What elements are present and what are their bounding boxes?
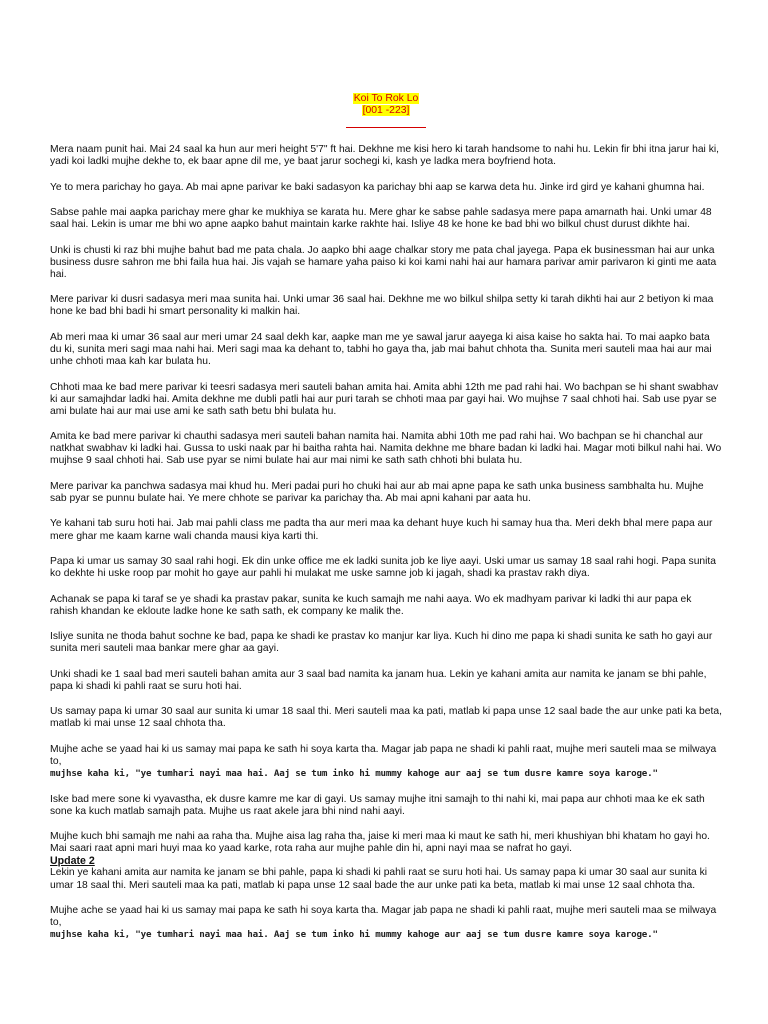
paragraph: Lekin ye kahani amita aur namita ke janam se bhi pahle, papa ki shadi ki pahli raat se suru hoti hai. Us samay papa ki umar 30 saal aur sunita ki umar 18 saal thi. Meri sauteli maa ka pati, matlab ki papa unse 12 saal bade the aur unke pati ka beta, matlab ki mai unse 12 saal chhota tha. bbox=[50, 867, 708, 891]
paragraph: Achanak se papa ki taraf se ye shadi ka prastav pakar, sunita ke kuch samajh me nahi aaya. Wo ek madhyam parivar ki ladki thi aur papa ek rahish khandan ke ekloute ladke hone ke sath sath, ek company ke malik the. bbox=[50, 593, 692, 617]
paragraph-text: Mujhe ache se yaad hai ki us samay mai papa ke sath hi soya karta tha. Magar jab papa ne shadi ki pahli raat, mujhe meri sauteli maa se milwaya to, bbox=[50, 743, 717, 768]
paragraph-with-quote bbox=[50, 905, 722, 941]
paragraph: Mera naam punit hai. Mai 24 saal ka hun aur meri height 5'7" ft hai. Dekhne me kisi hero ki tarah handsome to nahi hu. Lekin fir bhi itna jarur hai ki, yadi koi ladki mujhe dekhe to, ek baar apne dil me, ye baat jarur sochegi ki, kash ye ladka mera boyfriend hota. bbox=[50, 144, 719, 168]
paragraph: Isliye sunita ne thoda bahut sochne ke bad, papa ke shadi ke prastav ko manjur kar liya. Kuch hi dino me papa ki shadi sunita ke sath ho gayi aur sunita meri sauteli maa bankar mere ghar aa gayi. bbox=[50, 631, 713, 655]
story-title: Koi To Rok Lo bbox=[353, 93, 419, 104]
paragraph: Unki shadi ke 1 saal bad meri sauteli bahan amita aur 3 saal bad namita ka janam hua. Lekin ye kahani amita aur namita ke janam se bhi pahle, papa ki shadi ki pahli raat se suru hoti hai. bbox=[50, 668, 707, 692]
paragraph: Us samay papa ki umar 30 saal aur sunita ki umar 18 saal thi. Meri sauteli maa ka pati, matlab ki papa unse 12 saal bade the aur unke pati ka beta, matlab ki mai unse 12 saal chhota tha. bbox=[50, 706, 722, 730]
paragraph: Mere parivar ki dusri sadasya meri maa sunita hai. Unki umar 36 saal hai. Dekhne me wo bilkul shilpa setty ki tarah dikhti hai aur 2 betiyon ki maa hone ke bad bhi badi hi smart personality ki malkin hai. bbox=[50, 294, 714, 318]
paragraph: Unki is chusti ki raz bhi mujhe bahut bad me pata chala. Jo aapko bhi aage chalkar story me pata chal jayega. Papa ek businessman hai aur unka business dusre sahron me bhi faila hua hai. Jis vajah se hamare yaha paiso ki koi kami nahi hai aur hamara parivar amir parivaron ki ginti me aata hai. bbox=[50, 244, 717, 280]
paragraph: Mujhe kuch bhi samajh me nahi aa raha tha. Mujhe aisa lag raha tha, jaise ki meri maa ki maut ke sath hi, meri khushiyan bhi khatam ho gayi ho. Mai saari raat apni mari huyi maa ko yaad karke, rota raha aur mujhe pahle din hi, apni nayi maa se nafrat ho gayi. bbox=[50, 831, 710, 855]
paragraph-text: Mujhe ache se yaad hai ki us samay mai papa ke sath hi soya karta tha. Magar jab papa ne shadi ki pahli raat, mujhe meri sauteli maa se milwaya to, bbox=[50, 905, 717, 929]
quoted-line: mujhse kaha ki, "ye tumhari nayi maa hai. Aaj se tum inko hi mummy kahoge aur aaj se tum dusre kamre soya karoge." bbox=[50, 929, 658, 941]
paragraph: Ye kahani tab suru hoti hai. Jab mai pahli class me padta tha aur meri maa ka dehant huye kuch hi samay hua tha. Meri dekh bhal mere papa aur mere ghar me kaam karne wali chanda mausi kiya karti thi. bbox=[50, 518, 713, 542]
story-range: [001 -223] bbox=[362, 105, 410, 116]
update-heading: Update 2 bbox=[50, 855, 95, 868]
paragraph: Sabse pahle mai aapka parichay mere ghar ke mukhiya se karata hu. Mere ghar ke sabse pahle sadasya mere papa amarnath hai. Unki umar 48 saal hai. Lekin is umar me bhi wo apne aapko bahut maintain karke rakhte hai. Isliye 48 ke hone ke bad bhi wo bilkul chust durust dikhte hai. bbox=[50, 207, 712, 231]
paragraph: Iske bad mere sone ki vyavastha, ek dusre kamre me kar di gayi. Us samay mujhe itni samajh to thi nahi ki, mai papa aur chhoti maa ke ek sath sone ka kuch matlab samajh pata. Mujhe us raat akele jara bhi nind nahi aayi. bbox=[50, 793, 705, 817]
title-block bbox=[50, 93, 722, 128]
paragraph: Ab meri maa ki umar 36 saal aur meri umar 24 saal dekh kar, aapke man me ye sawal jarur aayega ki aisa kaise ho sakta hai. To mai aapko bata du ki, sunita meri sagi maa nahi hai. Meri sagi maa ka dehant to, tabhi ho gaya tha, jab mai bahut chhota tha. Sunita meri sauteli maa hai aur mai unhe chhoti maa kah kar bulata hu. bbox=[50, 331, 712, 368]
paragraph: Mere parivar ka panchwa sadasya mai khud hu. Meri padai puri ho chuki hai aur ab mai apne papa ke sath unka business sambhalta hu. Mujhe sab pyar se punnu bulate hai. Ye mere chhote se parivar ka parichay tha. Ab mai apni kahani par aata hu. bbox=[50, 480, 704, 504]
paragraph-with-quote bbox=[50, 744, 722, 780]
title-underline bbox=[346, 127, 426, 128]
paragraph: Chhoti maa ke bad mere parivar ki teesri sadasya meri sauteli bahan amita hai. Amita abhi 12th me pad rahi hai. Wo bachpan se hi shant swabhav ki aur samajhdar ladki hai. Amita dekhne me dubli patli hai aur puri tarah se chhoti maa par gayi hai. Wo mujhse 7 saal chhoti hai. Sab use pyar se ami bulate hai aur mai use ami ke sath sath betu bhi bulata hu. bbox=[50, 381, 719, 417]
story-body bbox=[50, 144, 722, 955]
paragraph: Papa ki umar us samay 30 saal rahi hogi. Ek din unke office me ek ladki sunita job ke liye aayi. Uski umar us samay 18 saal rahi hogi. Papa sunita ko dekhte hi uske roop par mohit ho gaye aur pahli hi mulakat me uske samne job ki jagah, shadi ka prastav rakh diya. bbox=[50, 556, 717, 580]
quoted-line: mujhse kaha ki, "ye tumhari nayi maa hai. Aaj se tum inko hi mummy kahoge aur aaj se tum dusre kamre soya karoge." bbox=[50, 768, 658, 780]
paragraph: Ye to mera parichay ho gaya. Ab mai apne parivar ke baki sadasyon ka parichay bhi aap se karwa deta hu. Jinke ird gird ye kahani ghumna hai. bbox=[50, 181, 705, 193]
paragraph: Amita ke bad mere parivar ki chauthi sadasya meri sauteli bahan namita hai. Namita abhi 10th me pad rahi hai. Wo bachpan se hi chanchal aur natkhat swabhav ki ladki hai. Gussa to uski naak par hi baitha rahta hai. Namita dekhne me bhare badan ki ladki hai. Magar moti bilkul nahi hai. Wo mujhse 9 saal chhoti hai. Sab use pyar se nimi bulate hai aur mai nimi ke sath sath chhoti bhi bulata hu. bbox=[50, 431, 722, 467]
